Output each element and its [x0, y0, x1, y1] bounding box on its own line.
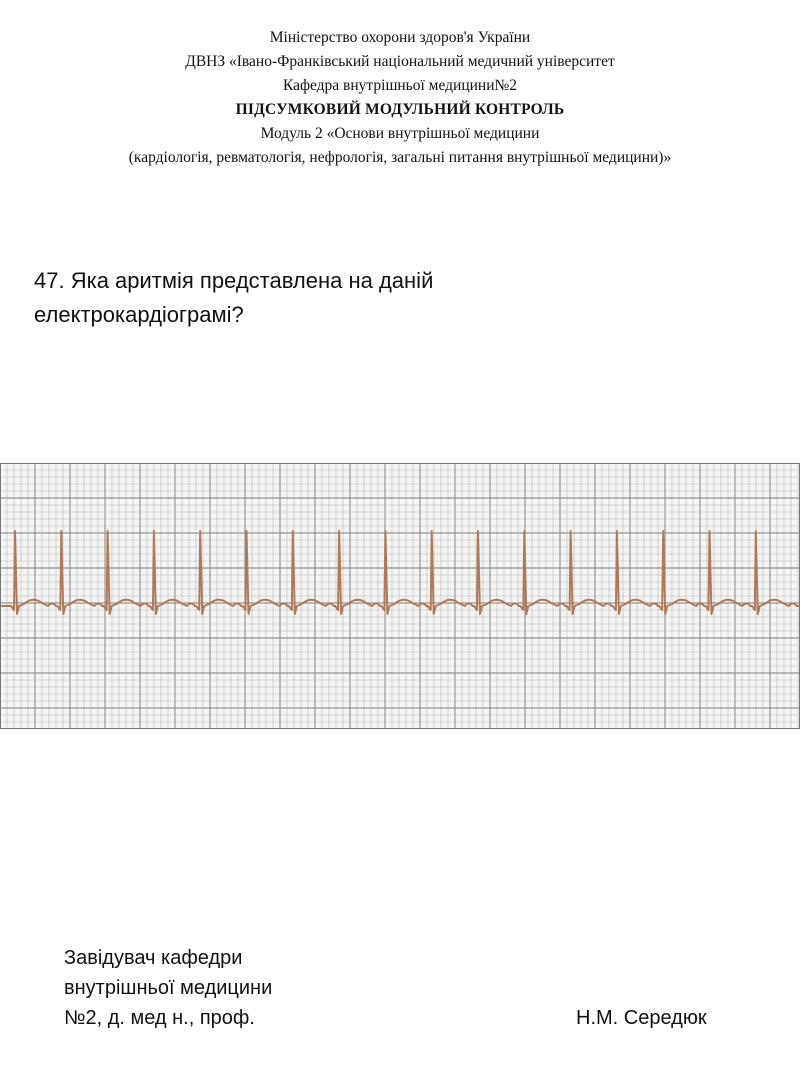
signature-line-1: Завідувач кафедри [64, 947, 243, 969]
signature-line-3: №2, д. мед н., проф. [64, 1007, 255, 1029]
question-line-1: 47. Яка аритмія представлена на даній [34, 268, 434, 293]
signatory-name: Н.М. Середюк [576, 1007, 707, 1029]
ecg-strip-image [0, 463, 800, 729]
signature-block [64, 943, 364, 1033]
department-line: Кафедра внутрішньої медицини№2 [282, 77, 518, 94]
module-line: Модуль 2 «Основи внутрішньої медицини [260, 125, 540, 142]
exam-title: ПІДСУМКОВИЙ МОДУЛЬНИЙ КОНТРОЛЬ [235, 101, 565, 118]
question-text [34, 264, 594, 332]
ministry-line: Міністерство охорони здоров'я України [269, 29, 531, 46]
document-header [0, 26, 800, 170]
signature-line-2: внутрішньої медицини [64, 977, 273, 999]
topics-line: (кардіологія, ревматологія, нефрологія, загальні питання внутрішньої медицини)» [128, 149, 672, 166]
question-line-2: електрокардіограмі? [34, 302, 244, 327]
university-line: ДВНЗ «Івано-Франківський національний медичний університет [185, 53, 615, 70]
